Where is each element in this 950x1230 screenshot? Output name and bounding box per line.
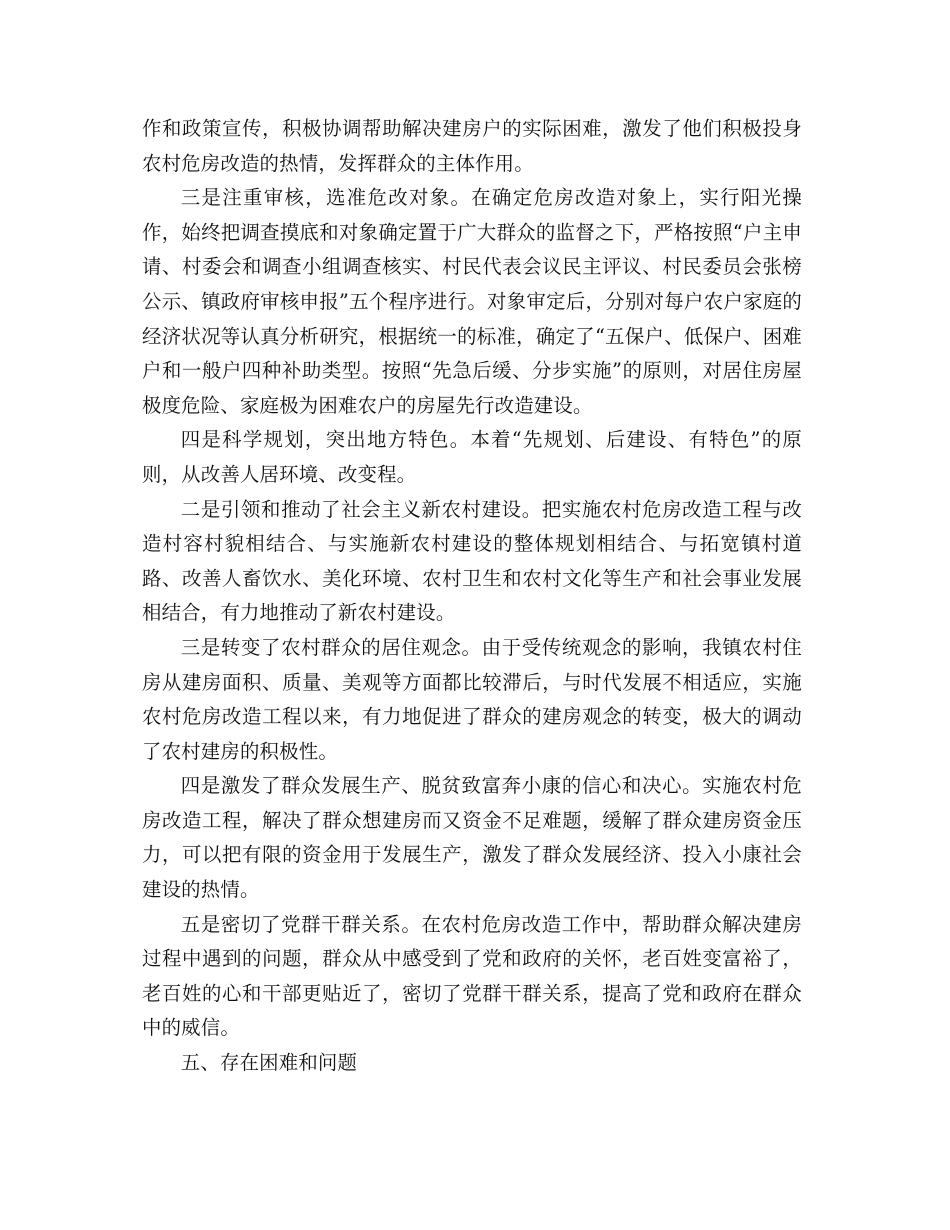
document-page <box>142 112 802 1081</box>
section-heading-problems: 五、存在困难和问题 <box>180 1051 358 1075</box>
paragraph-planning: 四是科学规划，突出地方特色。本着“先规划、后建设、有特色”的原则，从改善人居环境、改变程。 <box>142 428 802 486</box>
paragraph-confidence: 四是激发了群众发展生产、脱贫致富奔小康的信心和决心。实施农村危房改造工程，解决了群众想建房而又资金不足难题，缓解了群众建房资金压力，可以把有限的资金用于发展生产，激发了群众发展经济、投入小康社会建设的热情。 <box>142 774 802 902</box>
paragraph-continuation: 作和政策宣传，积极协调帮助解决建房户的实际困难，激发了他们积极投身农村危房改造的热情，发挥群众的主体作用。 <box>142 117 802 175</box>
paragraph-new-village: 二是引领和推动了社会主义新农村建设。把实施农村危房改造工程与改造村容村貌相结合、与实施新农村建设的整体规划相结合、与拓宽镇村道路、改善人畜饮水、美化环境、农村卫生和农村文化等生产和社会事业发展相结合，有力地推动了新农村建设。 <box>142 497 802 625</box>
paragraph-party-relations: 五是密切了党群干群关系。在农村危房改造工作中，帮助群众解决建房过程中遇到的问题，群众从中感受到了党和政府的关怀，老百姓变富裕了，老百姓的心和干部更贴近了，密切了党群干群关系，提高了党和政府在群众中的威信。 <box>142 912 802 1040</box>
paragraph-review-targets: 三是注重审核，选准危改对象。在确定危房改造对象上，实行阳光操作，始终把调查摸底和对象确定置于广大群众的监督之下，严格按照“户主申请、村委会和调查小组调查核实、村民代表会议民主评议、村民委员会张榜公示、镇政府审核申报”五个程序进行。对象审定后，分别对每户农户家庭的经济状况等认真分析研究，根据统一的标准，确定了“五保户、低保户、困难户和一般户四种补助类型。按照“先急后缓、分步实施”的原则，对居住房屋极度危险、家庭极为困难农户的房屋先行改造建设。 <box>142 186 802 417</box>
paragraph-living-concept: 三是转变了农村群众的居住观念。由于受传统观念的影响，我镇农村住房从建房面积、质量、美观等方面都比较滞后，与时代发展不相适应，实施农村危房改造工程以来，有力地促进了群众的建房观念的转变，极大的调动了农村建房的积极性。 <box>142 635 802 763</box>
